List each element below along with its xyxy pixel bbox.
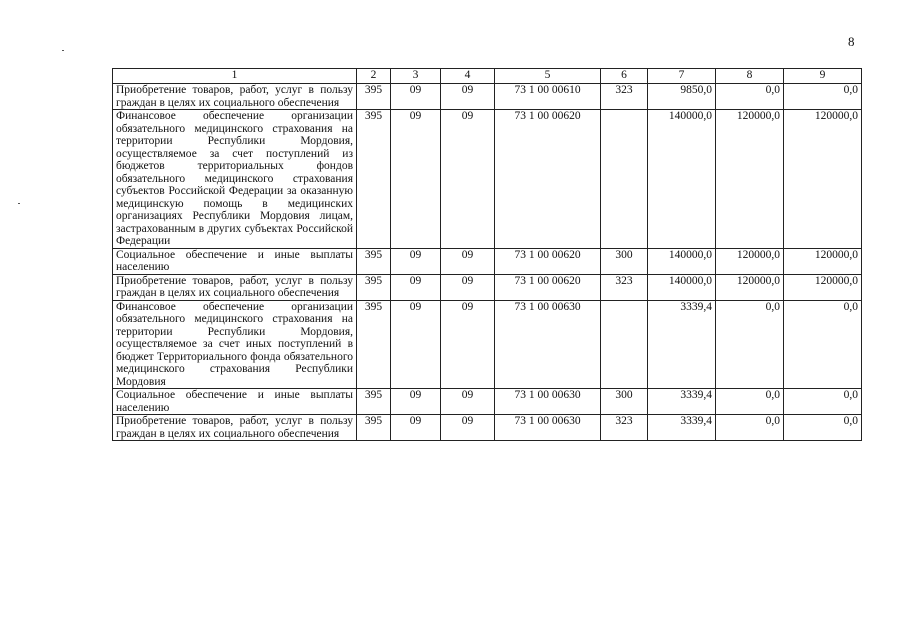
ministry-code-cell: 395 bbox=[357, 248, 391, 274]
target-article-cell: 73 1 00 00620 bbox=[495, 248, 601, 274]
column-header: 1 bbox=[113, 69, 357, 84]
row-name-cell: Приобретение товаров, работ, услуг в пользу граждан в целях их социального обеспечения bbox=[113, 84, 357, 110]
amount-cell-7: 3339,4 bbox=[648, 300, 716, 389]
amount-cell-7: 140000,0 bbox=[648, 248, 716, 274]
amount-cell-9: 120000,0 bbox=[784, 274, 862, 300]
amount-cell-7: 9850,0 bbox=[648, 84, 716, 110]
row-name-cell: Социальное обеспечение и иные выплаты населению bbox=[113, 248, 357, 274]
section-cell: 09 bbox=[391, 300, 441, 389]
amount-cell-7: 3339,4 bbox=[648, 415, 716, 441]
subsection-cell: 09 bbox=[441, 84, 495, 110]
amount-cell-9: 0,0 bbox=[784, 300, 862, 389]
amount-cell-7: 140000,0 bbox=[648, 110, 716, 249]
row-name-cell: Приобретение товаров, работ, услуг в пользу граждан в целях их социального обеспечения bbox=[113, 415, 357, 441]
subsection-cell: 09 bbox=[441, 300, 495, 389]
table-row bbox=[113, 248, 862, 274]
column-header: 8 bbox=[716, 69, 784, 84]
amount-cell-9: 0,0 bbox=[784, 389, 862, 415]
expense-type-cell: 300 bbox=[601, 389, 648, 415]
section-cell: 09 bbox=[391, 110, 441, 249]
expense-type-cell: 300 bbox=[601, 248, 648, 274]
budget-table bbox=[112, 68, 862, 441]
row-name-cell: Приобретение товаров, работ, услуг в пользу граждан в целях их социального обеспечения bbox=[113, 274, 357, 300]
row-name-cell: Финансовое обеспечение организации обязательного медицинского страхования на территории Республики Мордовия, осуществляемое за счет иных поступлений в бюджет Территориального фонда обязательного медицинского страхования Республики Мордовия bbox=[113, 300, 357, 389]
ministry-code-cell: 395 bbox=[357, 389, 391, 415]
page-number: 8 bbox=[848, 34, 855, 49]
column-header: 7 bbox=[648, 69, 716, 84]
table-row bbox=[113, 84, 862, 110]
column-header: 2 bbox=[357, 69, 391, 84]
target-article-cell: 73 1 00 00630 bbox=[495, 415, 601, 441]
amount-cell-8: 120000,0 bbox=[716, 110, 784, 249]
target-article-cell: 73 1 00 00610 bbox=[495, 84, 601, 110]
target-article-cell: 73 1 00 00620 bbox=[495, 110, 601, 249]
table-header-row bbox=[113, 69, 862, 84]
section-cell: 09 bbox=[391, 84, 441, 110]
ministry-code-cell: 395 bbox=[357, 274, 391, 300]
table-row bbox=[113, 415, 862, 441]
amount-cell-8: 0,0 bbox=[716, 415, 784, 441]
amount-cell-9: 120000,0 bbox=[784, 248, 862, 274]
subsection-cell: 09 bbox=[441, 415, 495, 441]
scan-speck bbox=[62, 50, 64, 51]
expense-type-cell bbox=[601, 110, 648, 249]
amount-cell-9: 120000,0 bbox=[784, 110, 862, 249]
column-header: 4 bbox=[441, 69, 495, 84]
expense-type-cell bbox=[601, 300, 648, 389]
ministry-code-cell: 395 bbox=[357, 415, 391, 441]
amount-cell-8: 0,0 bbox=[716, 389, 784, 415]
amount-cell-7: 140000,0 bbox=[648, 274, 716, 300]
table-row bbox=[113, 110, 862, 249]
expense-type-cell: 323 bbox=[601, 274, 648, 300]
amount-cell-9: 0,0 bbox=[784, 415, 862, 441]
column-header: 9 bbox=[784, 69, 862, 84]
table-row bbox=[113, 389, 862, 415]
column-header: 3 bbox=[391, 69, 441, 84]
subsection-cell: 09 bbox=[441, 248, 495, 274]
column-header: 5 bbox=[495, 69, 601, 84]
row-name-cell: Социальное обеспечение и иные выплаты населению bbox=[113, 389, 357, 415]
expense-type-cell: 323 bbox=[601, 415, 648, 441]
section-cell: 09 bbox=[391, 274, 441, 300]
ministry-code-cell: 395 bbox=[357, 84, 391, 110]
subsection-cell: 09 bbox=[441, 110, 495, 249]
subsection-cell: 09 bbox=[441, 389, 495, 415]
amount-cell-8: 0,0 bbox=[716, 300, 784, 389]
expense-type-cell: 323 bbox=[601, 84, 648, 110]
target-article-cell: 73 1 00 00630 bbox=[495, 300, 601, 389]
amount-cell-9: 0,0 bbox=[784, 84, 862, 110]
amount-cell-8: 0,0 bbox=[716, 84, 784, 110]
scan-speck bbox=[18, 203, 20, 204]
target-article-cell: 73 1 00 00630 bbox=[495, 389, 601, 415]
row-name-cell: Финансовое обеспечение организации обязательного медицинского страхования на территории Республики Мордовия, осуществляемое за счет поступлений из бюджетов территориальных фондов обязательного медицинского страхования субъектов Российской Федерации за оказанную медицинскую помощь в медицинских организациях Республики Мордовия лицам, застрахованным в других субъектах Российской Федерации bbox=[113, 110, 357, 249]
target-article-cell: 73 1 00 00620 bbox=[495, 274, 601, 300]
section-cell: 09 bbox=[391, 389, 441, 415]
ministry-code-cell: 395 bbox=[357, 300, 391, 389]
subsection-cell: 09 bbox=[441, 274, 495, 300]
table-row bbox=[113, 300, 862, 389]
ministry-code-cell: 395 bbox=[357, 110, 391, 249]
section-cell: 09 bbox=[391, 415, 441, 441]
table-row bbox=[113, 274, 862, 300]
amount-cell-7: 3339,4 bbox=[648, 389, 716, 415]
amount-cell-8: 120000,0 bbox=[716, 274, 784, 300]
amount-cell-8: 120000,0 bbox=[716, 248, 784, 274]
section-cell: 09 bbox=[391, 248, 441, 274]
column-header: 6 bbox=[601, 69, 648, 84]
